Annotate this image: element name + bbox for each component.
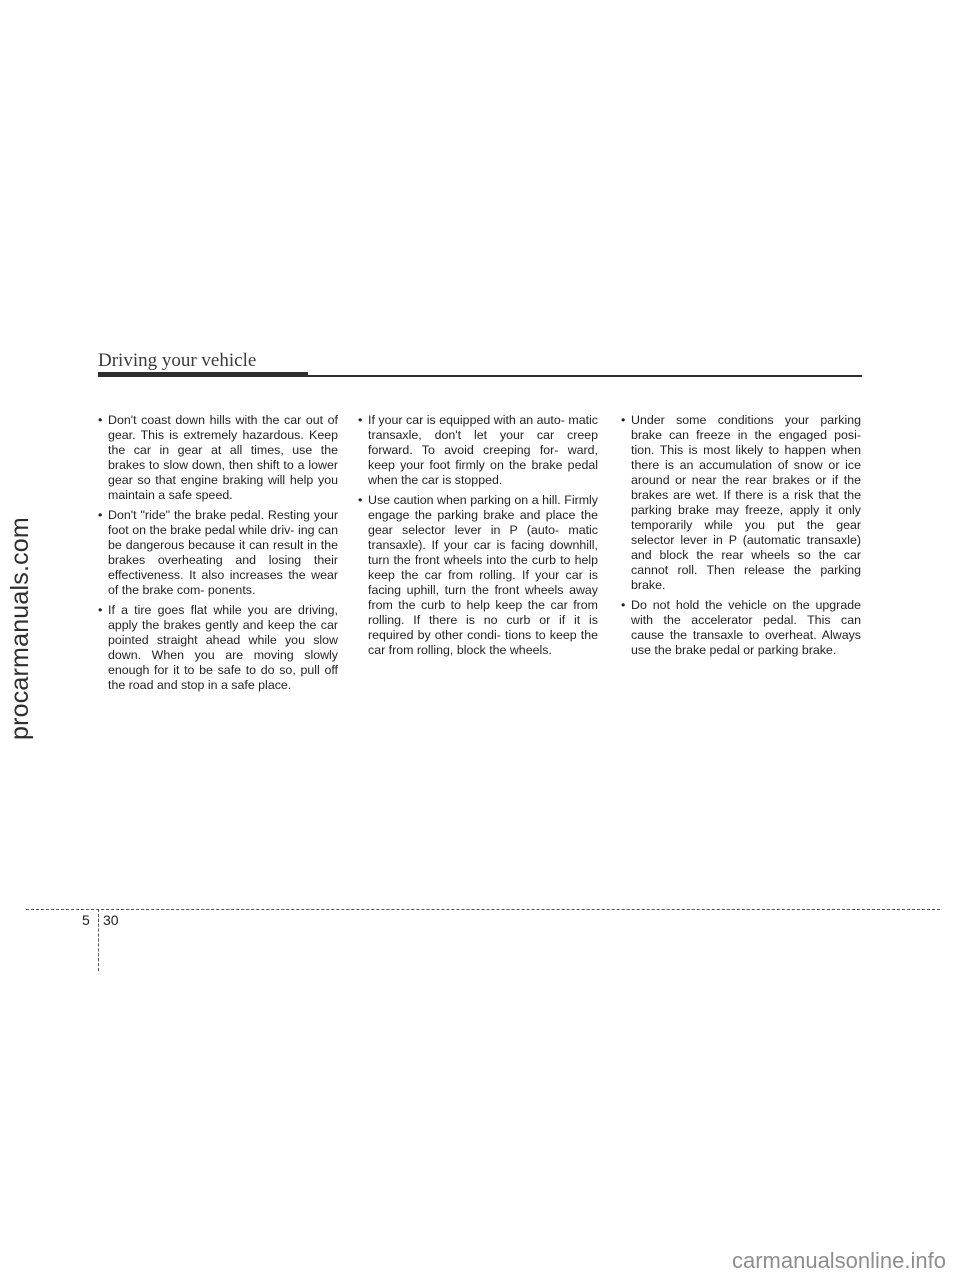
list-item-text: If your car is equipped with an auto- matic transaxle, don't let your car creep forward. To avoid creeping for- ward, keep your foot firmly on the brake pedal when the car is stopped. bbox=[368, 413, 598, 487]
list-item bbox=[358, 493, 598, 658]
bullet-icon: • bbox=[621, 413, 626, 427]
list-item bbox=[621, 413, 861, 593]
footer-divider bbox=[26, 909, 940, 910]
bullet-icon: • bbox=[98, 603, 103, 617]
bullet-icon: • bbox=[98, 413, 103, 427]
list-item bbox=[98, 413, 338, 503]
side-watermark: procarmanuals.com bbox=[6, 517, 34, 740]
list-item bbox=[98, 603, 338, 693]
text-column-1 bbox=[98, 413, 338, 698]
list-item-text: Do not hold the vehicle on the upgrade with the accelerator pedal. This can cause the transaxle to overheat. Always use the brake pedal or parking brake. bbox=[631, 598, 861, 657]
list-item-text: Don't "ride" the brake pedal. Resting your foot on the brake pedal while driv- ing can be dangerous because it can result in the brakes overheating and losing their effectiveness. It also increases the wear of the brake com- ponents. bbox=[108, 508, 338, 597]
bullet-icon: • bbox=[358, 413, 363, 427]
bullet-icon: • bbox=[358, 493, 363, 507]
list-item bbox=[621, 598, 861, 658]
section-title: Driving your vehicle bbox=[98, 350, 257, 371]
page-section-number: 5 bbox=[82, 912, 90, 928]
list-item-text: Don't coast down hills with the car out of gear. This is extremely hazardous. Keep the car in gear at all times, use the brakes to slow down, then shift to a lower gear so that engine braking will help you maintain a safe speed. bbox=[108, 413, 338, 502]
footer-watermark: carmanualsonline.info bbox=[731, 1248, 946, 1273]
list-item-text: If a tire goes flat while you are driving, apply the brakes gently and keep the car pointed straight ahead while you slow down. When you are moving slowly enough for it to be safe to do so, pull off the road and stop in a safe place. bbox=[108, 603, 338, 692]
header-rule-thick bbox=[98, 372, 308, 377]
page-number: 30 bbox=[103, 912, 119, 928]
list-item bbox=[358, 413, 598, 488]
bullet-icon: • bbox=[621, 598, 626, 612]
header-rule-thin bbox=[308, 375, 862, 377]
footer-vertical-divider bbox=[98, 909, 99, 971]
list-item-text: Use caution when parking on a hill. Firmly engage the parking brake and place the gear selector lever in P (auto- matic transaxle). If your car is facing downhill, turn the front wheels into the curb to help keep the car from rolling. If your car is facing uphill, turn the front wheels away from the curb to help keep the car from rolling. If there is no curb or if it is required by other condi- tions to keep the car from rolling, block the wheels. bbox=[368, 493, 598, 657]
list-item-text: Under some conditions your parking brake can freeze in the engaged posi- tion. This is most likely to happen when there is an accumulation of snow or ice around or near the rear brakes or if the brakes are wet. If there is a risk that the parking brake may freeze, apply it only temporarily while you put the gear selector lever in P (automatic transaxle) and block the rear wheels so the car cannot roll. Then release the parking brake. bbox=[631, 413, 861, 592]
bullet-icon: • bbox=[98, 508, 103, 522]
list-item bbox=[98, 508, 338, 598]
text-column-3 bbox=[621, 413, 861, 663]
text-column-2 bbox=[358, 413, 598, 663]
